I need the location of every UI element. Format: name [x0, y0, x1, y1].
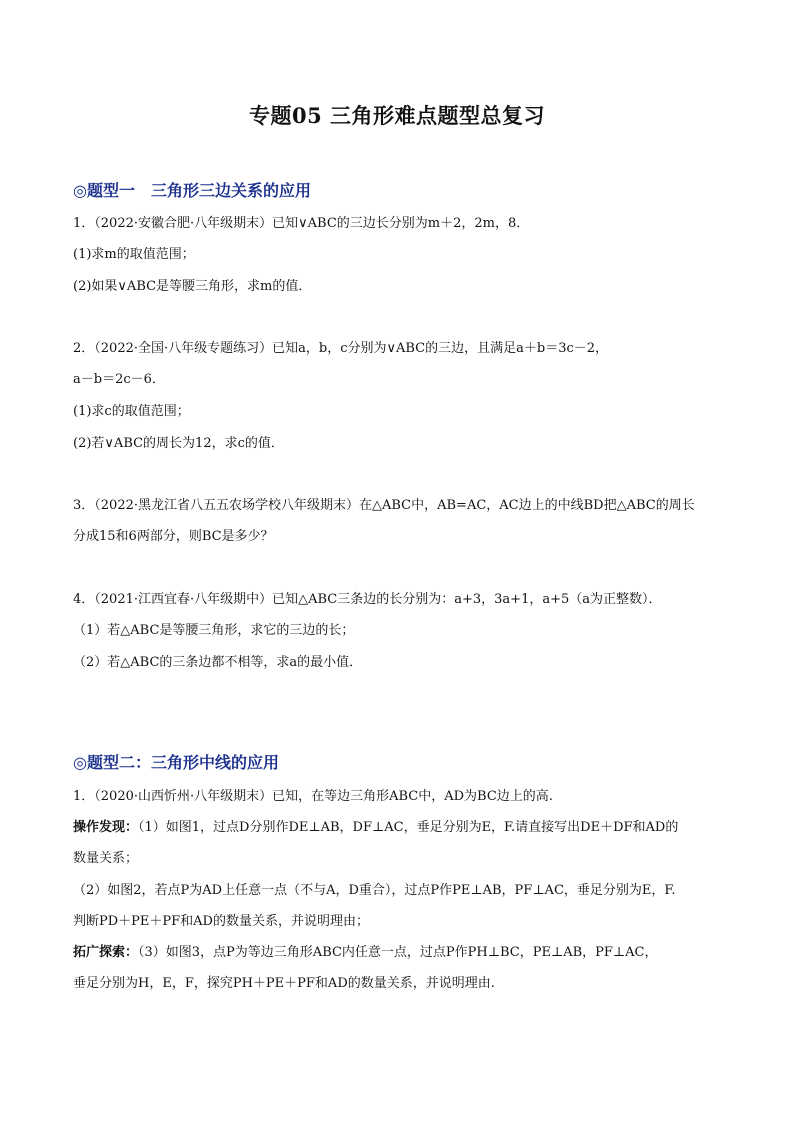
problem-1-2-cont: a－b＝2c－6． — [73, 372, 165, 387]
lead-operation-discovery: 操作发现： — [73, 820, 139, 835]
section-heading-2: ◎题型二：三角形中线的应用 — [73, 753, 279, 772]
problem-1-1-part-2: (2)如果∨ABC是等腰三角形，求m的值． — [73, 279, 312, 294]
problem-1-4: 4．（2021·江西宜春·八年级期中）已知△ABC三条边的长分别为：a+3，3a+1，a+5（a为正整数）． — [73, 592, 662, 607]
problem-1-2-part-1: (1)求c的取值范围； — [73, 404, 190, 419]
problem-2-1-op-line — [73, 819, 678, 837]
problem-1-1-part-1: (1)求m的取值范围； — [73, 247, 195, 262]
problem-2-1-ext-line — [73, 944, 657, 962]
problem-1-1: 1．（2022·安徽合肥·八年级期末）已知∨ABC的三边长分别为m＋2，2m，8． — [73, 216, 530, 231]
problem-2-1-part-2-cont: 判断PD＋PE＋PF和AD的数量关系，并说明理由； — [73, 914, 369, 929]
problem-2-1-part-3-cont: 垂足分别为H，E，F，探究PH＋PE＋PF和AD的数量关系，并说明理由. — [73, 976, 495, 991]
problem-1-4-part-2: （2）若△ABC的三条边都不相等，求a的最小值． — [73, 655, 363, 670]
problem-2-1-part-2: （2）如图2，若点P为AD上任意一点（不与A，D重合），过点P作PE⊥AB，PF⊥AC，垂足分别为E，F. — [73, 883, 676, 898]
problem-2-1: 1．（2020·山西忻州·八年级期末）已知，在等边三角形ABC中，AD为BC边上的高. — [73, 789, 553, 804]
problem-2-1-part-1: （1）如图1，过点D分别作DE⊥AB，DF⊥AC，垂足分别为E，F.请直接写出DE＋DF和AD的 — [138, 820, 679, 835]
problem-1-3: 3．（2022·黑龙江省八五五农场学校八年级期末）在△ABC中，AB=AC，AC边上的中线BD把△ABC的周长 — [73, 498, 695, 513]
section-heading-1: ◎题型一 三角形三边关系的应用 — [73, 181, 311, 200]
problem-2-1-part-3: （3）如图3，点P为等边三角形ABC内任意一点，过点P作PH⊥BC，PE⊥AB，PF⊥AC， — [138, 945, 658, 960]
lead-extension-exploration: 拓广探索： — [73, 945, 139, 960]
problem-1-3-cont: 分成15和6两部分，则BC是多少？ — [73, 529, 274, 544]
page-title: 专题05 三角形难点题型总复习 — [248, 103, 546, 128]
problem-1-2-part-2: (2)若∨ABC的周长为12，求c的值． — [73, 436, 284, 451]
problem-1-4-part-1: （1）若△ABC是等腰三角形，求它的三边的长； — [73, 623, 355, 638]
problem-1-2: 2．（2022·全国·八年级专题练习）已知a，b，c分别为∨ABC的三边，且满足a＋b＝3c－2， — [73, 341, 609, 356]
problem-2-1-part-1-cont: 数量关系； — [73, 851, 139, 866]
